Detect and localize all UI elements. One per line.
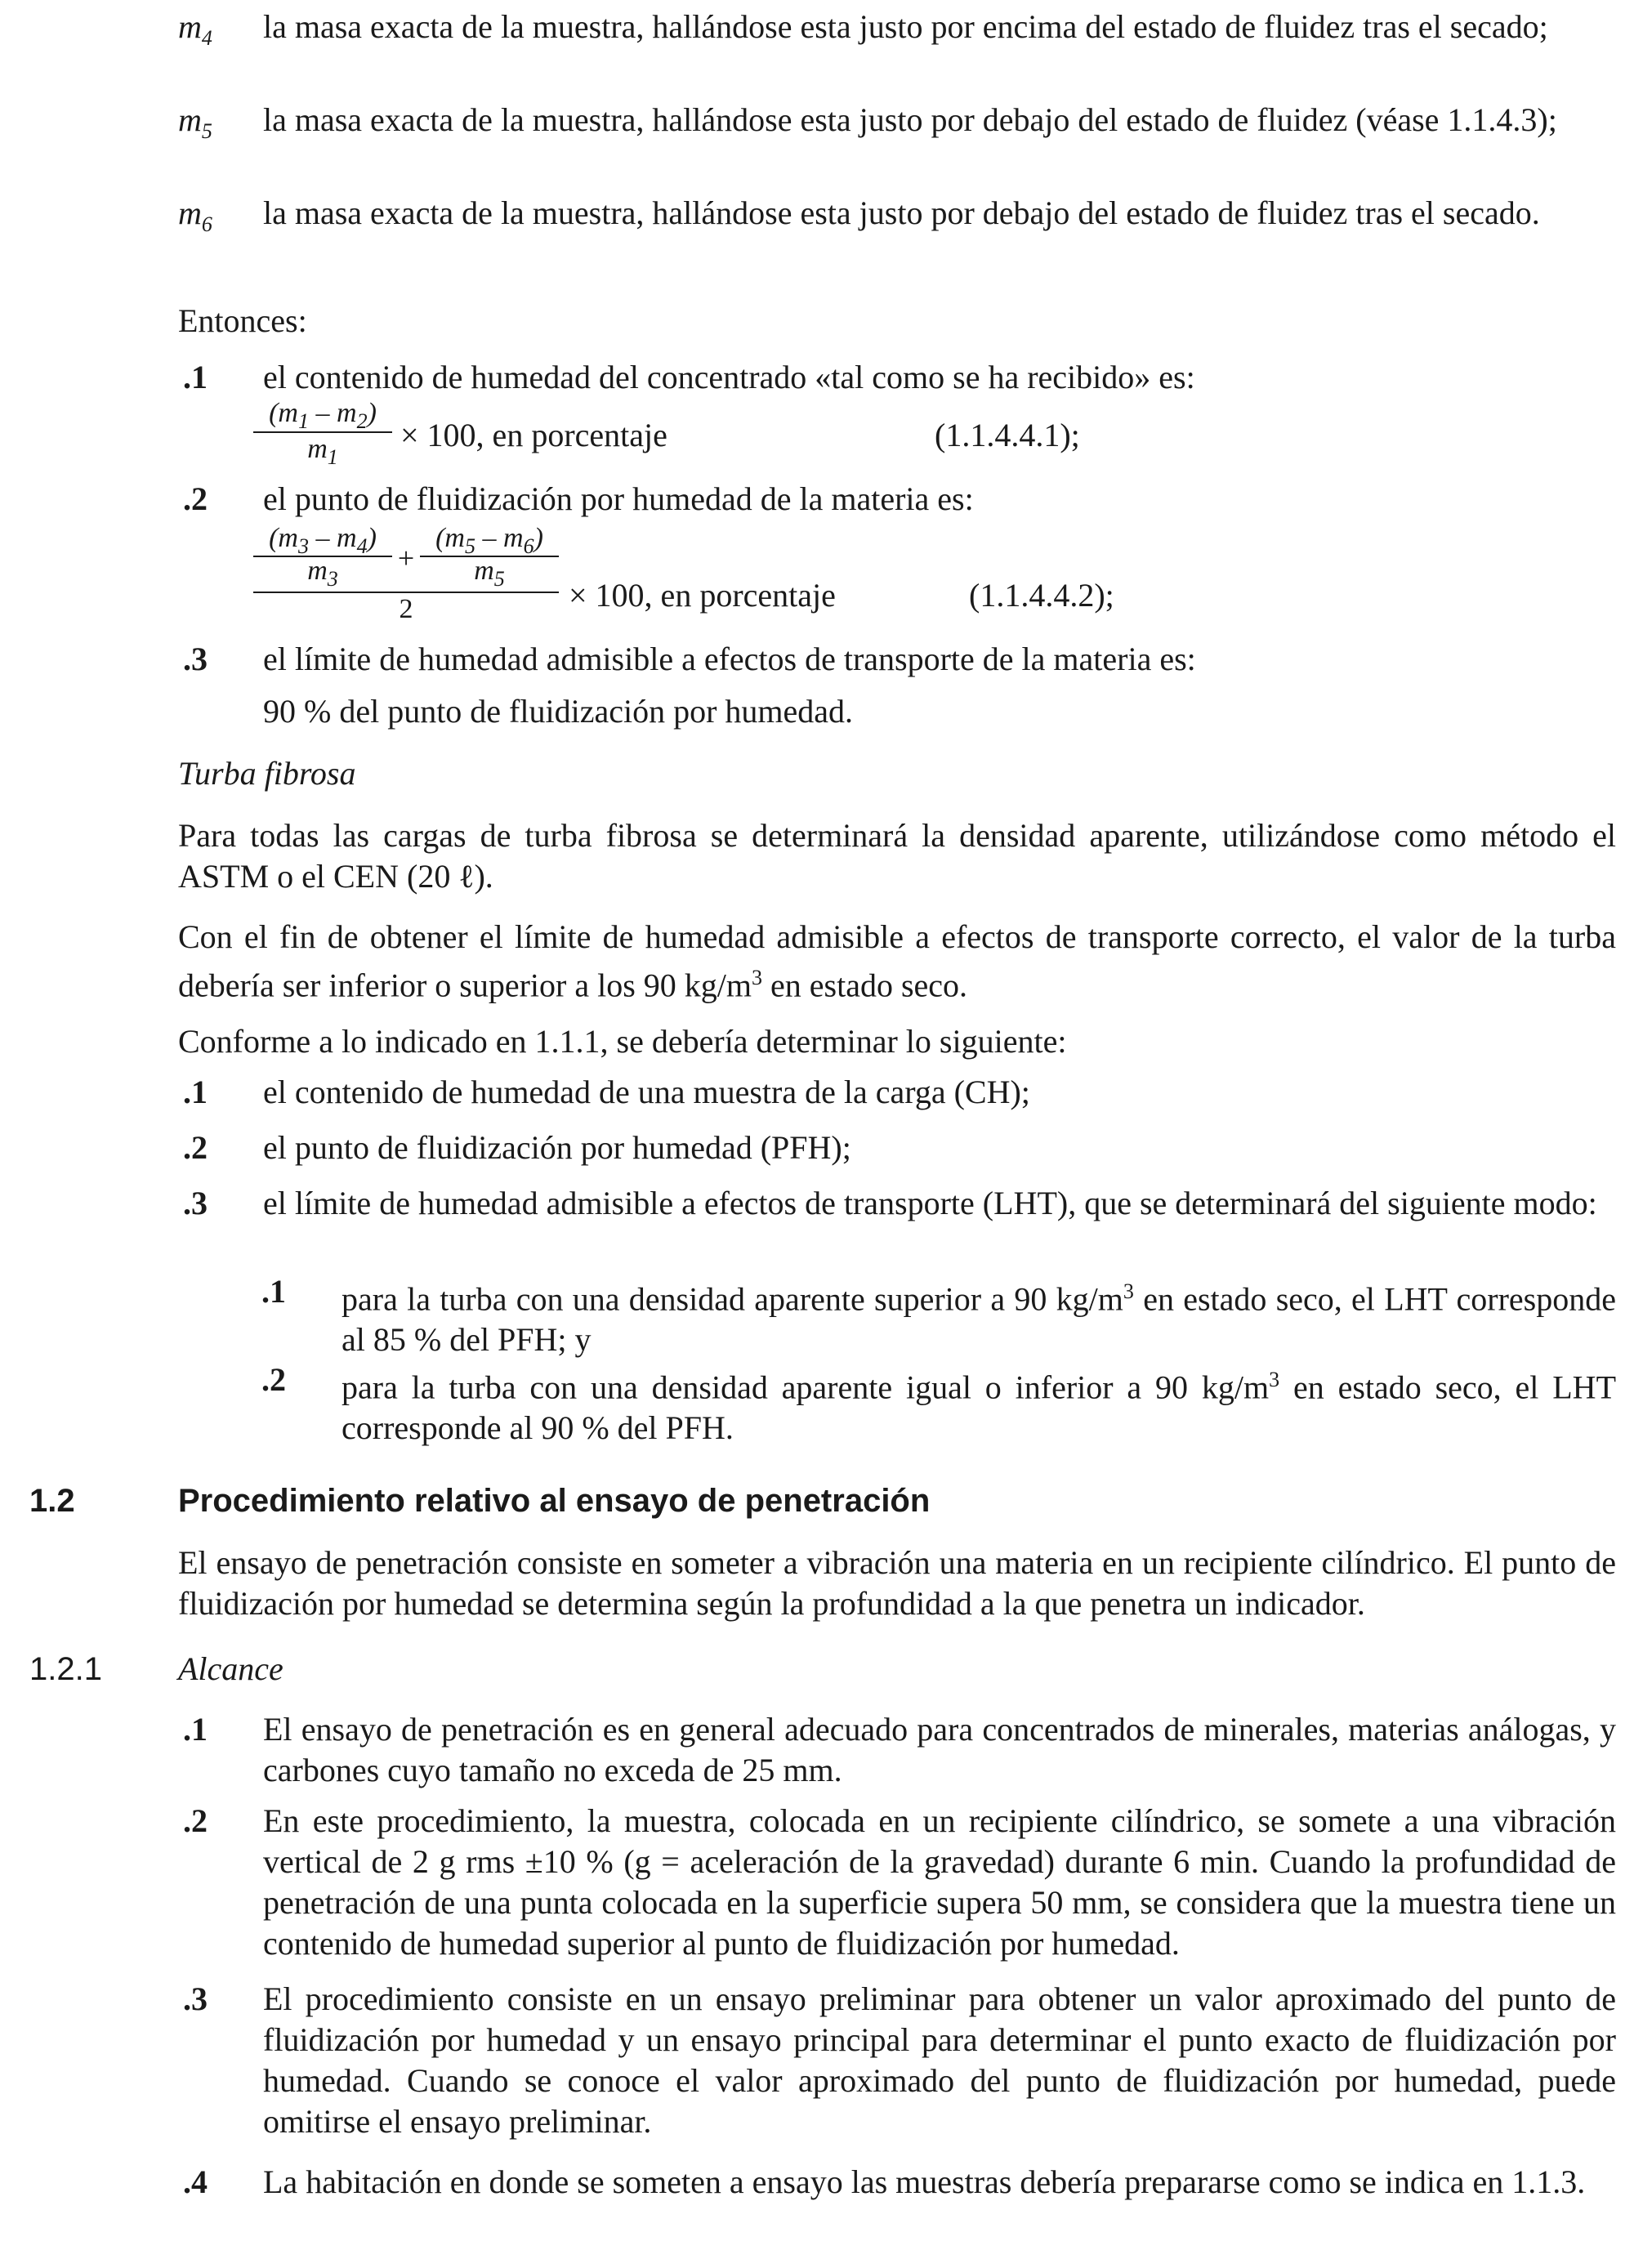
section-intro: El ensayo de penetración consiste en someter a vibración una materia en un recipiente cilíndrico. El punto de fluidización por humedad se determina según la profundidad a la que penetra un indicador. (178, 1544, 1616, 1622)
formula-moisture-content (253, 397, 1479, 475)
scope-item-number: .3 (183, 1980, 208, 2017)
def-symbol: $m_6$ (178, 194, 212, 236)
calc-item-text: el punto de fluidización por humedad de la materia es: (263, 480, 974, 517)
scope-item-text: En este procedimiento, la muestra, colocada en un recipiente cilíndrico, se somete a una vibración vertical de 2 g rms ±10 % (g = aceleración de la gravedad) durante 6 min. Cuando la profundidad de penetración de una punta colocada en la superficie supera 50 mm, se considera que la muestra tiene un contenido de humedad superior al punto de fluidización por humedad. (263, 1802, 1616, 1962)
equation-ref: (1.1.4.4.2); (969, 577, 1114, 614)
paragraph: Para todas las cargas de turba fibrosa se determinará la densidad aparente, utilizándose como método el ASTM o el CEN (20 ℓ). (178, 817, 1616, 895)
formula-subfraction: $(m_5 - m_6)$ (435, 523, 543, 558)
subsection-title: Alcance (178, 1650, 283, 1687)
scope-item-text: El ensayo de penetración es en general adecuado para concentrados de minerales, materias análogas, y carbones cuyo tamaño no exceda de 25 mm. (263, 1711, 1616, 1788)
sublist-item-text: para la turba con una densidad aparente superior a 90 $kg/m^3$ en estado seco, el LHT corresponde al 85 % del PFH; y (342, 1279, 1616, 1359)
formula-subfraction-den: $m_3$ (307, 556, 338, 591)
list-item-number: .1 (183, 1074, 208, 1110)
calc-item-number: .2 (183, 480, 208, 517)
sublist-item-text: para la turba con una densidad aparente igual o inferior a 90 $kg/m^3$ en estado seco, el LHT corresponde al 90 % del PFH. (342, 1368, 1617, 1447)
calc-item-number: .1 (183, 359, 208, 395)
list-item-number: .2 (183, 1129, 208, 1166)
subsection-number: 1.2.1 (29, 1651, 102, 1687)
list-item-text: el punto de fluidización por humedad (PFH); (263, 1129, 851, 1166)
formula-tail: × 100, en porcentaje (400, 417, 667, 453)
list-item-text: el contenido de humedad de una muestra de la carga (CH); (263, 1074, 1030, 1110)
sublist-item-number: .1 (261, 1273, 286, 1310)
formula-subfraction-den: $m_5$ (474, 556, 505, 591)
def-text: la masa exacta de la muestra, hallándose esta justo por debajo del estado de fluidez tras el secado. (263, 194, 1540, 231)
section-title: Procedimiento relativo al ensayo de penetración (178, 1483, 931, 1519)
scope-item-text: El procedimiento consiste en un ensayo preliminar para obtener un valor aproximado del punto de fluidización por humedad y un ensayo principal para determinar el punto exacto de fluidización por humedad. Cuando se conoce el valor aproximado del punto de fluidización por humedad, puede omitirse el ensayo preliminar. (263, 1980, 1616, 2140)
subsection-heading: Turba fibrosa (178, 755, 356, 792)
calc-item-text: el límite de humedad admisible a efectos de transporte de la materia es: (263, 641, 1196, 677)
def-symbol: $m_4$ (178, 8, 212, 50)
equation-ref: (1.1.4.4.1); (935, 417, 1080, 453)
calc-item-number: .3 (183, 641, 208, 677)
scope-item-number: .4 (183, 2163, 208, 2200)
plus-sign: + (397, 542, 415, 574)
calc-item-detail: 90 % del punto de fluidización por humedad. (263, 693, 854, 730)
def-text: la masa exacta de la muestra, hallándose esta justo por encima del estado de fluidez tras el secado; (263, 8, 1548, 45)
scope-item-number: .2 (183, 1802, 208, 1839)
formula-numerator: $(m_1 - m_2)$ (269, 398, 377, 433)
def-symbol: $m_5$ (178, 101, 212, 143)
formula-subfraction: $(m_3 - m_4)$ (269, 523, 377, 558)
sublist-item-number: .2 (261, 1361, 286, 1398)
scope-item-number: .1 (183, 1711, 208, 1748)
paragraph: Conforme a lo indicado en 1.1.1, se debería determinar lo siguiente: (178, 1023, 1067, 1060)
formula-denominator: $m_1$ (307, 434, 338, 469)
formula-flow-moisture-point (253, 523, 1479, 629)
formula-denominator: 2 (399, 594, 413, 624)
entonces-label: Entonces: (178, 302, 307, 339)
list-item-number: .3 (183, 1185, 208, 1221)
formula-tail: × 100, en porcentaje (569, 577, 836, 614)
section-number: 1.2 (29, 1483, 75, 1519)
def-text: la masa exacta de la muestra, hallándose esta justo por debajo del estado de fluidez (véase 1.1.4.3); (263, 101, 1557, 138)
paragraph: Con el fin de obtener el límite de humedad admisible a efectos de transporte correcto, el valor de la turba debería ser inferior o superior a los 90 $kg/m^3$ en estado seco. (178, 918, 1616, 1004)
scope-item-text: La habitación en donde se someten a ensayo las muestras debería prepararse como se indica en 1.1.3. (263, 2163, 1586, 2200)
calc-item-text: el contenido de humedad del concentrado «tal como se ha recibido» es: (263, 359, 1195, 395)
list-item-text: el límite de humedad admisible a efectos de transporte (LHT), que se determinará del siguiente modo: (263, 1185, 1597, 1221)
